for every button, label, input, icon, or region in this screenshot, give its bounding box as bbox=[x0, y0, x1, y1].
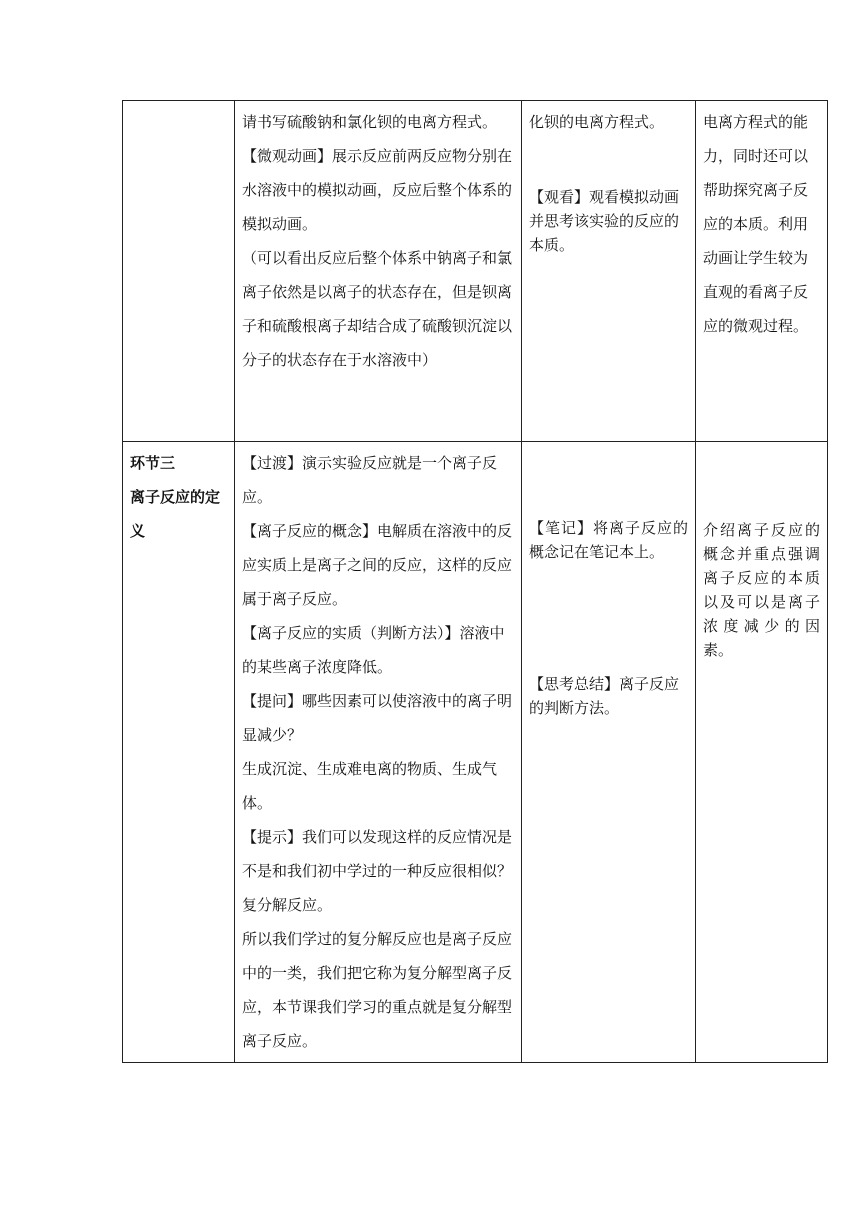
teacher-paragraph: 【过渡】演示实验反应就是一个离子反应。 bbox=[242, 454, 498, 506]
student-activity-cell bbox=[522, 101, 696, 442]
student-paragraph: 【观看】观看模拟动画并思考该实验的反应的本质。 bbox=[529, 188, 680, 254]
teacher-paragraph: 【提问】哪些因素可以使溶液中的离子明显减少？ bbox=[242, 692, 513, 744]
table-row bbox=[123, 101, 828, 442]
purpose-paragraph: 电离方程式的能力，同时还可以帮助探究离子反应的本质。利用动画让学生较为直观的看离子反应的微观过程。 bbox=[703, 113, 809, 335]
stage-label: 环节三 bbox=[130, 454, 176, 472]
student-paragraph: 化钡的电离方程式。 bbox=[529, 113, 665, 131]
design-purpose-cell bbox=[696, 442, 828, 1063]
student-paragraph: 【笔记】将离子反应的概念记在笔记本上。 bbox=[529, 519, 688, 561]
stage-cell bbox=[123, 101, 235, 442]
lesson-plan-table bbox=[122, 100, 828, 1063]
teacher-paragraph: （可以看出反应后整个体系中钠离子和氯离子依然是以离子的状态存在，但是钡离子和硫酸根离子却结合成了硫酸钡沉淀以分子的状态存在于水溶液中） bbox=[242, 249, 513, 369]
student-activity-cell bbox=[522, 442, 696, 1063]
teacher-paragraph: 所以我们学过的复分解反应也是离子反应中的一类，我们把它称为复分解型离子反应，本节课我们学习的重点就是复分解型离子反应。 bbox=[242, 930, 513, 1050]
teacher-paragraph: 【离子反应的概念】电解质在溶液中的反应实质上是离子之间的反应，这样的反应属于离子反应。 bbox=[242, 522, 513, 608]
teacher-paragraph: 【微观动画】展示反应前两反应物分别在水溶液中的模拟动画，反应后整个体系的模拟动画。 bbox=[242, 147, 513, 233]
teacher-paragraph: 【提示】我们可以发现这样的反应情况是不是和我们初中学过的一种反应很相似？复分解反应。 bbox=[242, 828, 513, 914]
teacher-paragraph: 请书写硫酸钠和氯化钡的电离方程式。 bbox=[242, 113, 498, 131]
table-row bbox=[123, 442, 828, 1063]
teacher-paragraph: 【离子反应的实质（判断方法）】溶液中的某些离子浓度降低。 bbox=[242, 624, 505, 676]
purpose-paragraph: 介绍离子反应的概念并重点强调离子反应的本质以及可以是离子浓度减少的因素。 bbox=[703, 521, 820, 659]
teacher-paragraph: 生成沉淀、生成难电离的物质、生成气体。 bbox=[242, 760, 498, 812]
teacher-activity-cell bbox=[235, 442, 522, 1063]
teacher-activity-cell bbox=[235, 101, 522, 442]
stage-cell bbox=[123, 442, 235, 1063]
student-paragraph: 【思考总结】离子反应的判断方法。 bbox=[529, 675, 680, 717]
design-purpose-cell bbox=[696, 101, 828, 442]
stage-title: 离子反应的定义 bbox=[130, 488, 221, 540]
